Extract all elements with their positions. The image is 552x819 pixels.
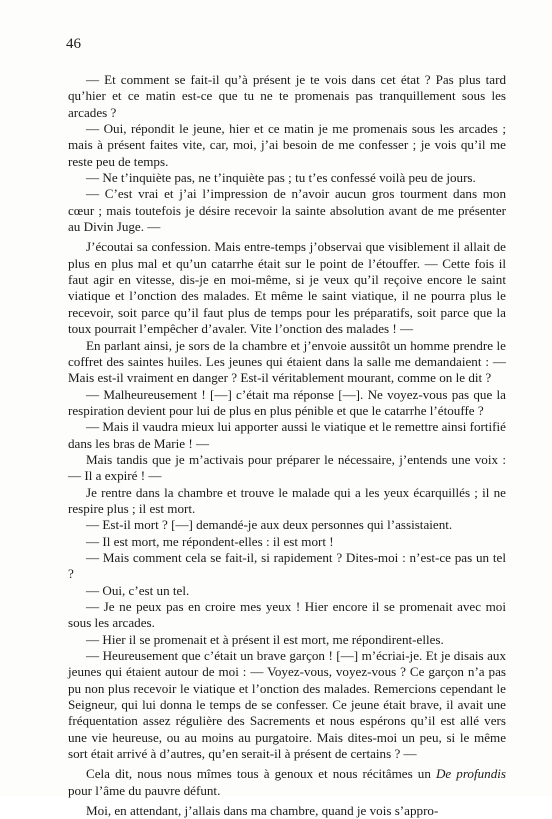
prayer-title: De profundis: [435, 766, 506, 782]
paragraph: — Oui, répondit le jeune, hier et ce matin je me promenais sous les arcades ; mais à présent faites vite, car, moi, j’ai besoin de me confesser ; je vois qu’il me reste peu de temps.: [68, 121, 506, 169]
closing-text-after: pour l’âme du pauvre défunt.: [68, 782, 221, 798]
page-number: 46: [66, 36, 81, 52]
paragraph: — Je ne peux pas en croire mes yeux ! Hier encore il se promenait avec moi sous les arcades.: [68, 599, 506, 631]
paragraph: — C’est vrai et j’ai l’impression de n’avoir aucun gros tourment dans mon cœur ; mais toutefois je désire recevoir la sainte absolution avant de me présenter au Divin Juge. —: [68, 186, 506, 235]
paragraph: — Mais comment cela se fait-il, si rapidement ? Dites-moi : n’est-ce pas un tel ?: [68, 549, 506, 582]
paragraph: — Oui, c’est un tel.: [86, 582, 190, 598]
paragraph: — Mais il vaudra mieux lui apporter aussi le viatique et le remettre ainsi fortifié dans les bras de Marie ! —: [68, 419, 506, 451]
body-text: [68, 72, 506, 819]
paragraph: Je rentre dans la chambre et trouve le malade qui a les yeux écarquillés ; il ne respire plus ; il est mort.: [68, 484, 506, 516]
paragraph: — Il est mort, me répondent-elles : il est mort !: [86, 533, 334, 549]
paragraph: — Heureusement que c’était un brave garçon ! [—] m’écriai-je. Et je disais aux jeunes qui étaient autour de moi : — Voyez-vous, voyez-vous ? Ce garçon n’a pas pu non plus recevoir le viatique et l’onction des malades. Remercions cependant le Seigneur, qui lui donna le temps de se confesser. Ce jeune était brave, il avait une fréquentation assez régulière des Sacrements et nous espérons qu’il est allé vers une vie heureuse, ou au moins au purgatoire. Mais dites-moi un peu, si le même sort était arrivé à d’autres, qu’en serait-il à présent de certains ? —: [68, 648, 506, 762]
paragraph: — Malheureusement ! [—] c’était ma réponse [—]. Ne voyez-vous pas que la respiration devient pour lui de plus en plus pénible et que le catarrhe l’étouffe ?: [68, 386, 506, 418]
paragraph: — Est-il mort ? [—] demandé-je aux deux personnes qui l’assistaient.: [86, 517, 453, 533]
paragraph: — Ne t’inquiète pas, ne t’inquiète pas ; tu t’es confessé voilà peu de jours.: [86, 170, 476, 186]
paragraph: Moi, en attendant, j’allais dans ma chambre, quand je vois s’appro-: [86, 803, 439, 819]
paragraph: J’écoutai sa confession. Mais entre-temps j’observai que visiblement il allait de plus en plus mal et qu’un catarrhe était sur le point de l’étouffer. — Cette fois il faut agir en vitesse, dis-je en moi-même, si je veux qu’il reçoive encore le saint viatique et l’onction des malades. Et même le saint viatique, il ne pourra plus le recevoir, soit parce qu’il faut plus de temps pour les préparatifs, soit parce que la toux pourrait l’empêcher d’avaler. Vite l’onction des malades ! —: [68, 239, 506, 337]
paragraph: En parlant ainsi, je sors de la chambre et j’envoie aussitôt un homme prendre le coffret des saintes huiles. Les jeunes qui étaient dans la salle me demandaient : — Mais est-il vraiment en danger ? Est-il véritablement mourant, comme on le dit ?: [68, 337, 506, 386]
paragraph: — Et comment se fait-il qu’à présent je te vois dans cet état ? Pas plus tard qu’hier et ce matin est-ce que tu ne te promenais pas tranquillement sous les arcades ?: [68, 72, 506, 120]
paragraph: — Hier il se promenait et à présent il est mort, me répondirent-elles.: [86, 631, 444, 647]
closing-paragraph: [68, 766, 506, 799]
closing-text-before: Cela dit, nous nous mîmes tous à genoux et nous récitâmes un: [86, 766, 436, 782]
paragraph: Mais tandis que je m’activais pour préparer le nécessaire, j’entends une voix : — Il a expiré ! —: [68, 451, 506, 484]
